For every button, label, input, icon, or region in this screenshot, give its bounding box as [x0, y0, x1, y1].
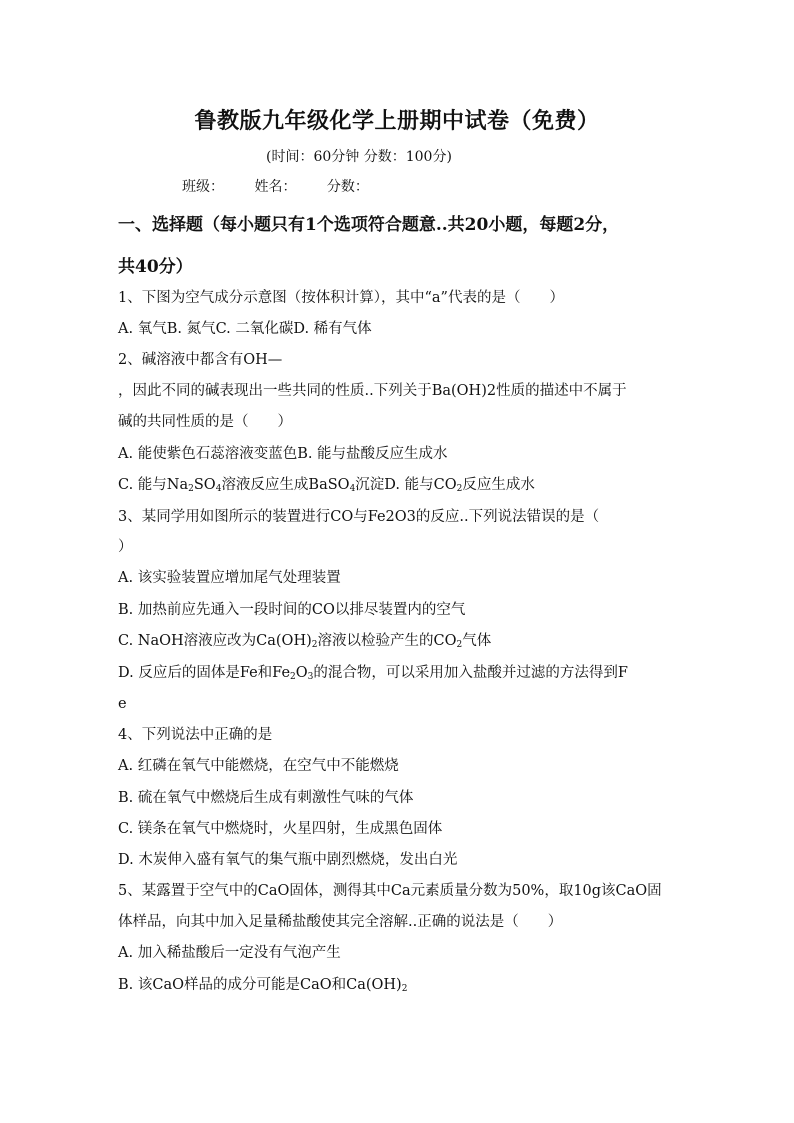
subscript: 2 — [401, 984, 408, 994]
q3-option-c-text3: 气体 — [462, 633, 492, 649]
subscript: 4 — [349, 484, 356, 494]
q2-option-cd — [118, 475, 535, 499]
name-label: 姓名： — [254, 179, 297, 195]
q2-option-cd-text1: C. 能与Na — [118, 477, 189, 493]
q3-option-c-text1: C. NaOH溶液应改为Ca(OH) — [118, 633, 312, 649]
q3-option-d-text2: O — [295, 665, 308, 681]
time-score-info: (时间：60分钟 分数：100分) — [266, 149, 452, 165]
q3-stem-line1: 3、某同学用如图所示的装置进行CO与Fe2O3的反应..下列说法错误的是（ — [118, 509, 600, 525]
q4-option-b: B. 硫在氧气中燃烧后生成有刺激性气味的气体 — [118, 790, 414, 806]
q2-option-cd-text4: 沉淀D. 能与CO — [355, 477, 457, 493]
q3-option-b: B. 加热前应先通入一段时间的CO以排尽装置内的空气 — [118, 602, 466, 618]
section-heading-cont: 共40分） — [118, 257, 193, 277]
subscript: 2 — [456, 640, 463, 650]
q4-option-d: D. 木炭伸入盛有氧气的集气瓶中剧烈燃烧，发出白光 — [118, 852, 458, 868]
subscript: 2 — [311, 640, 318, 650]
q2-option-ab: A. 能使紫色石蕊溶液变蓝色B. 能与盐酸反应生成水 — [118, 446, 448, 462]
q1-options: A. 氧气B. 氮气C. 二氧化碳D. 稀有气体 — [118, 321, 372, 337]
q5-stem-line1: 5、某露置于空气中的CaO固体，测得其中Ca元素质量分数为50%，取10g该CaO固 — [118, 883, 662, 899]
q4-option-a: A. 红磷在氧气中能燃烧，在空气中不能燃烧 — [118, 758, 399, 774]
q3-option-d — [118, 663, 628, 687]
subscript: 2 — [188, 484, 194, 494]
score-label: 分数： — [326, 179, 369, 195]
q2-stem-line2: ，因此不同的碱表现出一些共同的性质..下列关于Ba(OH)2性质的描述中不属于 — [118, 383, 627, 399]
section-heading: 一、选择题（每小题只有1个选项符合题意..共20小题，每题2分， — [118, 215, 620, 235]
q3-option-c-text2: 溶液以检验产生的CO — [317, 633, 457, 649]
q3-stem-line2: ） — [118, 539, 133, 555]
q3-option-a: A. 该实验装置应增加尾气处理装置 — [118, 570, 341, 586]
q3-option-d-text3: 的混合物，可以采用加入盐酸并过滤的方法得到F — [313, 665, 628, 681]
q3-option-d-text1: D. 反应后的固体是Fe和Fe — [118, 665, 291, 681]
q3-option-c — [118, 631, 491, 655]
q1-stem: 1、下图为空气成分示意图（按体积计算），其中“a”代表的是（ ） — [118, 290, 564, 306]
q5-option-b — [118, 975, 407, 999]
subscript: 2 — [290, 672, 296, 682]
class-label: 班级： — [182, 179, 224, 195]
q5-option-b-text: B. 该CaO样品的成分可能是CaO和Ca(OH) — [118, 977, 402, 993]
q2-option-cd-text3: 溶液反应生成BaSO — [221, 477, 350, 493]
q5-option-a: A. 加入稀盐酸后一定没有气泡产生 — [118, 945, 341, 961]
subscript: 2 — [456, 484, 463, 494]
q3-option-d-cont: e — [118, 696, 127, 712]
q5-stem-line2: 体样品，向其中加入足量稀盐酸使其完全溶解..正确的说法是（ ） — [118, 914, 563, 930]
q4-option-c: C. 镁条在氧气中燃烧时，火星四射，生成黑色固体 — [118, 821, 443, 837]
q2-option-cd-text5: 反应生成水 — [462, 477, 535, 493]
q4-stem: 4、下列说法中正确的是 — [118, 727, 273, 743]
q2-stem-line1: 2、碱溶液中都含有OH— — [118, 352, 283, 368]
subscript: 3 — [307, 672, 314, 682]
page-title: 鲁教版九年级化学上册期中试卷（免费） — [194, 108, 600, 134]
q2-stem-line3: 碱的共同性质的是（ ） — [118, 414, 292, 430]
q2-option-cd-text2: SO — [193, 477, 216, 493]
subscript: 4 — [215, 484, 222, 494]
student-info-line — [182, 176, 395, 196]
